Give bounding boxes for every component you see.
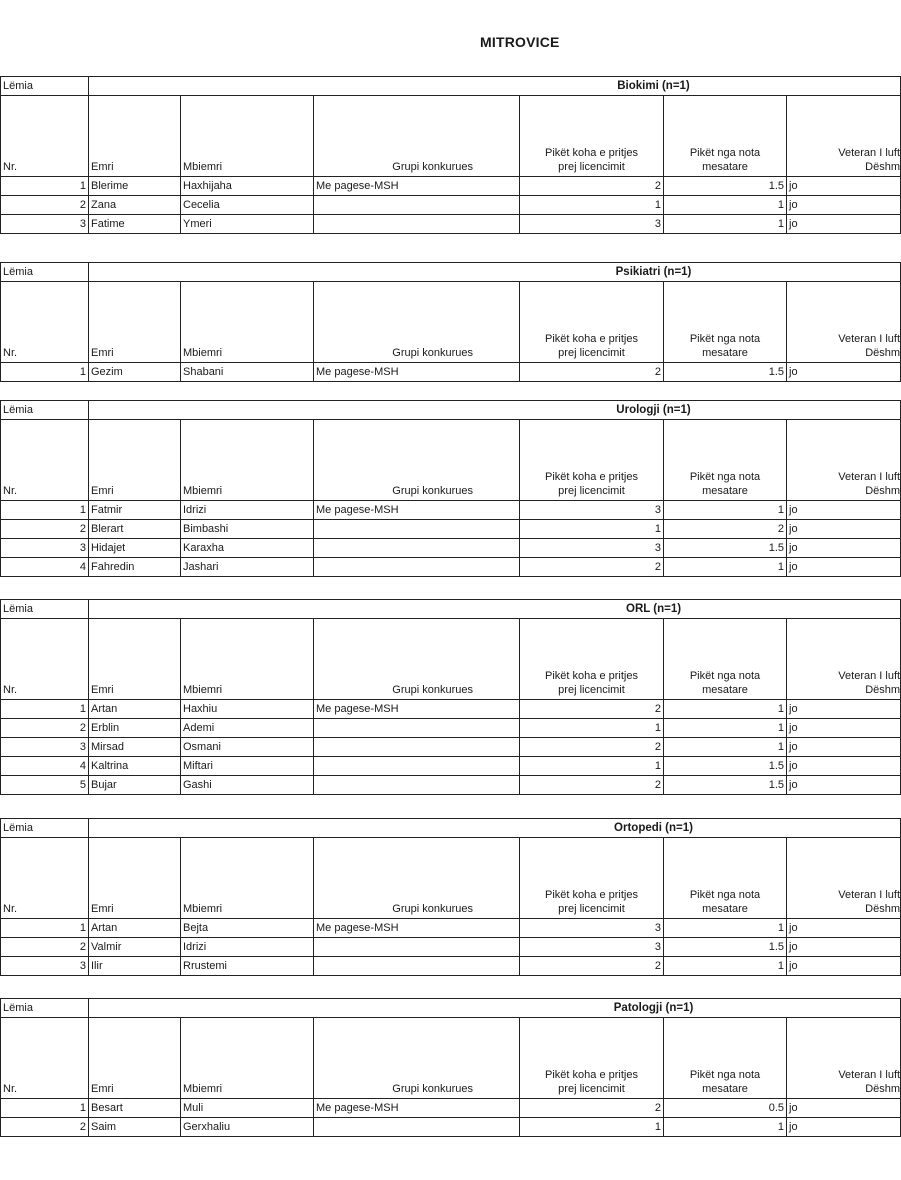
cell-veteran: jo: [787, 520, 901, 539]
header-piket-koha-line2: prej licencimit: [558, 684, 625, 696]
header-emri: Emri: [89, 619, 181, 700]
header-piket-koha-line1: Pikët koha e pritjes: [545, 147, 638, 159]
cell-piket-nota: 1.5: [664, 757, 787, 776]
header-piket-koha-line1: Pikët koha e pritjes: [545, 889, 638, 901]
cell-piket-koha: 2: [520, 177, 664, 196]
section-table: [0, 400, 901, 577]
cell-veteran: jo: [787, 738, 901, 757]
header-piket-nota-line1: Pikët nga nota: [689, 471, 761, 483]
section-title: Urologji (n=1): [89, 401, 901, 420]
cell-mbiemri: Gashi: [181, 776, 314, 795]
section-title-row: [1, 263, 901, 282]
header-veteran-line2: Dëshm: [865, 485, 901, 497]
cell-mbiemri: Bejta: [181, 919, 314, 938]
header-veteran-line2: Dëshm: [865, 684, 901, 696]
cell-mbiemri: Jashari: [181, 558, 314, 577]
table-row: [1, 539, 901, 558]
cell-nr: 1: [1, 363, 89, 382]
header-piket-koha-line2: prej licencimit: [558, 347, 625, 359]
cell-nr: 2: [1, 938, 89, 957]
cell-mbiemri: Ymeri: [181, 215, 314, 234]
header-piket-koha-line2: prej licencimit: [558, 161, 625, 173]
header-veteran-line2: Dëshm: [865, 347, 901, 359]
header-veteran: [787, 1018, 901, 1099]
cell-emri: Mirsad: [89, 738, 181, 757]
header-grupi: Grupi konkurues: [314, 619, 520, 700]
header-mbiemri: Mbiemri: [181, 838, 314, 919]
header-piket-nota-line2: mesatare: [702, 485, 748, 497]
column-header-row: [1, 1018, 901, 1099]
cell-veteran: jo: [787, 501, 901, 520]
cell-piket-nota: 1: [664, 719, 787, 738]
cell-emri: Zana: [89, 196, 181, 215]
table-row: [1, 501, 901, 520]
header-emri: Emri: [89, 282, 181, 363]
cell-piket-nota: 1: [664, 215, 787, 234]
cell-grupi: [314, 957, 520, 976]
header-piket-koha: [520, 838, 664, 919]
header-piket-koha: [520, 1018, 664, 1099]
header-nr: Nr.: [1, 96, 89, 177]
header-emri: Emri: [89, 420, 181, 501]
header-mbiemri: Mbiemri: [181, 1018, 314, 1099]
header-grupi: Grupi konkurues: [314, 420, 520, 501]
cell-nr: 1: [1, 501, 89, 520]
cell-piket-nota: 2: [664, 520, 787, 539]
header-veteran-line1: Veteran I luft: [838, 889, 900, 901]
header-piket-nota-line2: mesatare: [702, 684, 748, 696]
header-piket-nota-line2: mesatare: [702, 161, 748, 173]
cell-veteran: jo: [787, 1118, 901, 1137]
table-row: [1, 363, 901, 382]
cell-veteran: jo: [787, 919, 901, 938]
header-piket-koha: [520, 619, 664, 700]
cell-piket-koha: 1: [520, 757, 664, 776]
header-veteran: [787, 838, 901, 919]
header-emri: Emri: [89, 96, 181, 177]
cell-grupi: Me pagese-MSH: [314, 919, 520, 938]
lemia-label: Lëmia: [1, 263, 89, 282]
cell-piket-nota: 1.5: [664, 539, 787, 558]
cell-grupi: [314, 776, 520, 795]
section-title-row: [1, 401, 901, 420]
table-row: [1, 1099, 901, 1118]
cell-emri: Erblin: [89, 719, 181, 738]
header-piket-nota: [664, 282, 787, 363]
cell-veteran: jo: [787, 938, 901, 957]
cell-grupi: Me pagese-MSH: [314, 1099, 520, 1118]
table-row: [1, 957, 901, 976]
cell-grupi: Me pagese-MSH: [314, 363, 520, 382]
page-title: MITROVICE: [480, 34, 560, 50]
section-block: [0, 400, 900, 577]
cell-piket-nota: 0.5: [664, 1099, 787, 1118]
section-table: [0, 599, 901, 795]
cell-piket-nota: 1.5: [664, 363, 787, 382]
cell-mbiemri: Karaxha: [181, 539, 314, 558]
cell-emri: Besart: [89, 1099, 181, 1118]
section-title-row: [1, 999, 901, 1018]
table-row: [1, 738, 901, 757]
cell-piket-koha: 2: [520, 558, 664, 577]
cell-mbiemri: Rrustemi: [181, 957, 314, 976]
cell-piket-nota: 1.5: [664, 938, 787, 957]
header-nr: Nr.: [1, 420, 89, 501]
section-title-row: [1, 819, 901, 838]
header-nr: Nr.: [1, 619, 89, 700]
cell-mbiemri: Haxhiu: [181, 700, 314, 719]
header-veteran-line1: Veteran I luft: [838, 333, 901, 345]
header-piket-nota-line1: Pikët nga nota: [689, 147, 761, 159]
header-piket-koha-line1: Pikët koha e pritjes: [545, 471, 638, 483]
header-grupi: Grupi konkurues: [314, 96, 520, 177]
cell-piket-nota: 1: [664, 738, 787, 757]
header-grupi: Grupi konkurues: [314, 838, 520, 919]
header-nr: Nr.: [1, 838, 89, 919]
cell-veteran: jo: [787, 558, 901, 577]
cell-piket-nota: 1.5: [664, 177, 787, 196]
header-piket-nota-line1: Pikët nga nota: [689, 333, 761, 345]
cell-piket-koha: 1: [520, 719, 664, 738]
cell-grupi: [314, 558, 520, 577]
header-piket-koha-line2: prej licencimit: [558, 903, 625, 915]
header-piket-nota: [664, 420, 787, 501]
cell-nr: 1: [1, 919, 89, 938]
header-veteran-line1: Veteran I luft: [838, 1069, 901, 1081]
cell-veteran: jo: [787, 215, 901, 234]
lemia-label: Lëmia: [1, 819, 89, 838]
header-piket-nota: [664, 1018, 787, 1099]
cell-grupi: [314, 539, 520, 558]
header-grupi: Grupi konkurues: [314, 1018, 520, 1099]
cell-piket-nota: 1.5: [664, 776, 787, 795]
cell-grupi: Me pagese-MSH: [314, 700, 520, 719]
header-piket-koha: [520, 420, 664, 501]
cell-veteran: jo: [787, 957, 901, 976]
table-row: [1, 700, 901, 719]
cell-mbiemri: Osmani: [181, 738, 314, 757]
cell-nr: 3: [1, 957, 89, 976]
section-block: [0, 599, 900, 795]
header-veteran-line1: Veteran I luft: [838, 471, 901, 483]
cell-nr: 4: [1, 757, 89, 776]
header-piket-nota-line1: Pikët nga nota: [689, 889, 761, 901]
section-table: [0, 76, 901, 234]
cell-grupi: [314, 738, 520, 757]
cell-nr: 1: [1, 700, 89, 719]
cell-veteran: jo: [787, 539, 901, 558]
cell-emri: Hidajet: [89, 539, 181, 558]
header-veteran-line1: Veteran I luft: [838, 147, 900, 159]
header-veteran-line2: Dëshm: [865, 903, 900, 915]
section-block: [0, 998, 900, 1137]
header-veteran-line2: Dëshm: [865, 1083, 901, 1095]
section-title: Patologji (n=1): [89, 999, 901, 1018]
cell-mbiemri: Shabani: [181, 363, 314, 382]
cell-grupi: Me pagese-MSH: [314, 501, 520, 520]
cell-emri: Artan: [89, 700, 181, 719]
header-piket-nota: [664, 619, 787, 700]
cell-nr: 2: [1, 1118, 89, 1137]
cell-piket-koha: 2: [520, 363, 664, 382]
cell-nr: 4: [1, 558, 89, 577]
cell-mbiemri: Idrizi: [181, 501, 314, 520]
cell-piket-koha: 1: [520, 1118, 664, 1137]
header-mbiemri: Mbiemri: [181, 96, 314, 177]
header-piket-koha-line1: Pikët koha e pritjes: [545, 670, 638, 682]
section-block: [0, 818, 900, 976]
section-title-row: [1, 600, 901, 619]
table-row: [1, 776, 901, 795]
column-header-row: [1, 96, 901, 177]
cell-emri: Saim: [89, 1118, 181, 1137]
header-mbiemri: Mbiemri: [181, 420, 314, 501]
cell-piket-koha: 2: [520, 957, 664, 976]
cell-piket-nota: 1: [664, 957, 787, 976]
column-header-row: [1, 619, 901, 700]
cell-piket-koha: 3: [520, 938, 664, 957]
cell-piket-nota: 1: [664, 558, 787, 577]
table-row: [1, 196, 901, 215]
cell-piket-koha: 1: [520, 520, 664, 539]
column-header-row: [1, 838, 901, 919]
table-row: [1, 757, 901, 776]
cell-veteran: jo: [787, 719, 901, 738]
table-row: [1, 719, 901, 738]
cell-mbiemri: Cecelia: [181, 196, 314, 215]
header-mbiemri: Mbiemri: [181, 619, 314, 700]
header-emri: Emri: [89, 1018, 181, 1099]
header-emri: Emri: [89, 838, 181, 919]
cell-piket-koha: 3: [520, 501, 664, 520]
table-row: [1, 1118, 901, 1137]
cell-grupi: Me pagese-MSH: [314, 177, 520, 196]
header-mbiemri: Mbiemri: [181, 282, 314, 363]
lemia-label: Lëmia: [1, 600, 89, 619]
cell-mbiemri: Haxhijaha: [181, 177, 314, 196]
header-piket-nota-line1: Pikët nga nota: [689, 670, 761, 682]
cell-emri: Fahredin: [89, 558, 181, 577]
cell-nr: 3: [1, 738, 89, 757]
header-veteran: [787, 420, 901, 501]
cell-piket-nota: 1: [664, 700, 787, 719]
cell-veteran: jo: [787, 363, 901, 382]
cell-emri: Gezim: [89, 363, 181, 382]
header-veteran: [787, 282, 901, 363]
cell-nr: 2: [1, 719, 89, 738]
cell-nr: 3: [1, 539, 89, 558]
cell-piket-koha: 1: [520, 196, 664, 215]
cell-emri: Fatime: [89, 215, 181, 234]
header-grupi: Grupi konkurues: [314, 282, 520, 363]
cell-piket-koha: 2: [520, 700, 664, 719]
section-block: [0, 262, 900, 382]
cell-veteran: jo: [787, 1099, 901, 1118]
header-piket-koha-line2: prej licencimit: [558, 1083, 625, 1095]
header-nr: Nr.: [1, 1018, 89, 1099]
cell-piket-koha: 2: [520, 1099, 664, 1118]
cell-grupi: [314, 1118, 520, 1137]
cell-piket-nota: 1: [664, 919, 787, 938]
table-row: [1, 177, 901, 196]
cell-veteran: jo: [787, 757, 901, 776]
cell-mbiemri: Gerxhaliu: [181, 1118, 314, 1137]
cell-emri: Bujar: [89, 776, 181, 795]
header-piket-nota-line2: mesatare: [702, 1083, 748, 1095]
section-title-row: [1, 77, 901, 96]
header-piket-koha: [520, 282, 664, 363]
section-table: [0, 818, 901, 976]
table-row: [1, 520, 901, 539]
lemia-label: Lëmia: [1, 401, 89, 420]
cell-nr: 2: [1, 196, 89, 215]
cell-piket-koha: 3: [520, 539, 664, 558]
cell-piket-koha: 3: [520, 919, 664, 938]
cell-grupi: [314, 938, 520, 957]
section-block: [0, 76, 900, 234]
header-piket-koha: [520, 96, 664, 177]
column-header-row: [1, 420, 901, 501]
table-row: [1, 938, 901, 957]
cell-emri: Blerime: [89, 177, 181, 196]
cell-piket-nota: 1: [664, 501, 787, 520]
cell-grupi: [314, 757, 520, 776]
section-table: [0, 998, 901, 1137]
table-row: [1, 558, 901, 577]
cell-nr: 3: [1, 215, 89, 234]
cell-nr: 1: [1, 177, 89, 196]
cell-emri: Kaltrina: [89, 757, 181, 776]
lemia-label: Lëmia: [1, 77, 89, 96]
header-piket-koha-line1: Pikët koha e pritjes: [545, 1069, 638, 1081]
cell-mbiemri: Miftari: [181, 757, 314, 776]
header-piket-koha-line2: prej licencimit: [558, 485, 625, 497]
section-table: [0, 262, 901, 382]
cell-emri: Artan: [89, 919, 181, 938]
cell-grupi: [314, 196, 520, 215]
header-veteran: [787, 96, 901, 177]
cell-veteran: jo: [787, 700, 901, 719]
cell-veteran: jo: [787, 776, 901, 795]
cell-veteran: jo: [787, 177, 901, 196]
cell-mbiemri: Bimbashi: [181, 520, 314, 539]
header-nr: Nr.: [1, 282, 89, 363]
column-header-row: [1, 282, 901, 363]
section-title: ORL (n=1): [89, 600, 901, 619]
cell-emri: Ilir: [89, 957, 181, 976]
cell-emri: Fatmir: [89, 501, 181, 520]
cell-grupi: [314, 520, 520, 539]
header-piket-nota: [664, 838, 787, 919]
cell-piket-nota: 1: [664, 1118, 787, 1137]
header-piket-nota-line1: Pikët nga nota: [689, 1069, 761, 1081]
cell-mbiemri: Muli: [181, 1099, 314, 1118]
cell-nr: 2: [1, 520, 89, 539]
lemia-label: Lëmia: [1, 999, 89, 1018]
header-veteran: [787, 619, 901, 700]
cell-mbiemri: Ademi: [181, 719, 314, 738]
cell-piket-koha: 3: [520, 215, 664, 234]
cell-grupi: [314, 719, 520, 738]
cell-piket-koha: 2: [520, 738, 664, 757]
table-row: [1, 919, 901, 938]
section-title: Biokimi (n=1): [89, 77, 901, 96]
cell-emri: Blerart: [89, 520, 181, 539]
section-title: Ortopedi (n=1): [89, 819, 901, 838]
header-piket-koha-line1: Pikët koha e pritjes: [545, 333, 638, 345]
cell-nr: 1: [1, 1099, 89, 1118]
cell-veteran: jo: [787, 196, 901, 215]
header-veteran-line1: Veteran I luft: [838, 670, 901, 682]
header-piket-nota-line2: mesatare: [702, 903, 748, 915]
section-title: Psikiatri (n=1): [89, 263, 901, 282]
cell-piket-nota: 1: [664, 196, 787, 215]
cell-mbiemri: Idrizi: [181, 938, 314, 957]
header-piket-nota: [664, 96, 787, 177]
cell-emri: Valmir: [89, 938, 181, 957]
cell-grupi: [314, 215, 520, 234]
header-veteran-line2: Dëshm: [865, 161, 900, 173]
table-row: [1, 215, 901, 234]
cell-piket-koha: 2: [520, 776, 664, 795]
header-piket-nota-line2: mesatare: [702, 347, 748, 359]
cell-nr: 5: [1, 776, 89, 795]
